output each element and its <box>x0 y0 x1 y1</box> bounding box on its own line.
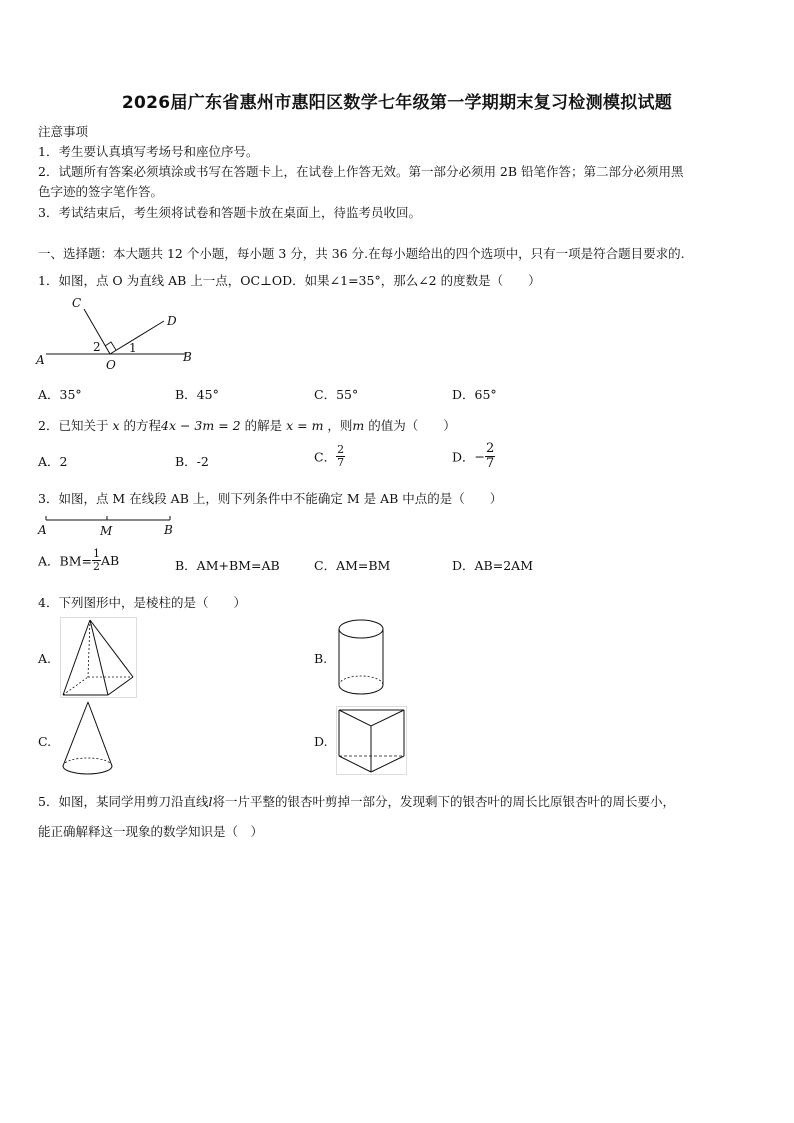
angle-1-label: 1 <box>129 341 137 355</box>
label-a: A <box>36 353 45 367</box>
question-1-text: 1．如图，点 O 为直线 AB 上一点，OC⊥OD．如果∠1=35°，那么∠2 的度数是（ ） <box>38 273 541 288</box>
q2-option-a: A．2 <box>38 454 68 469</box>
question-5-text-line2: 能正确解释这一现象的数学知识是（ ） <box>38 824 264 839</box>
label-o: O <box>106 358 116 372</box>
q4-option-a: A. <box>38 651 52 666</box>
q2-option-b: B．-2 <box>175 454 209 469</box>
q2-option-c: C． $\frac{2}{7}$ <box>314 443 345 469</box>
q4-option-d: D. <box>314 734 328 749</box>
notice-item: 色字迹的签字笔作答。 <box>38 184 164 199</box>
label-d: D <box>167 314 177 328</box>
q3-option-a: A．BM= $\frac{1}{2}$ AB <box>38 547 120 573</box>
q1-option-c: C．55° <box>314 387 359 402</box>
pyramid-figure <box>60 617 140 699</box>
question-2-text: 2．已知关于 x 的方程4x − 3m = 2 的解是 x = m ，则m 的值为（ ） <box>38 418 456 433</box>
q1-option-b: B．45° <box>175 387 219 402</box>
q3-option-c: C．AM=BM <box>314 558 391 573</box>
question-3-figure <box>38 512 178 538</box>
section-heading: 一、选择题：本大题共 12 个小题，每小题 3 分，共 36 分.在每小题给出的四个选项中，只有一项是符合题目要求的. <box>38 246 685 261</box>
q2-option-d: D．− $\frac{2}{7}$ <box>452 441 495 471</box>
cylinder-figure <box>333 617 389 699</box>
angle-2-label: 2 <box>93 340 101 354</box>
question-4-text: 4．下列图形中，是棱柱的是（ ） <box>38 595 246 610</box>
cone-figure <box>60 700 116 780</box>
q4-option-b: B. <box>314 651 328 666</box>
q1-option-a: A．35° <box>38 387 82 402</box>
q1-option-d: D．65° <box>452 387 497 402</box>
page-title: 2026届广东省惠州市惠阳区数学七年级第一学期期末复习检测模拟试题 <box>121 93 673 113</box>
question-5-text: 5．如图，某同学用剪刀沿直线l将一片平整的银杏叶剪掉一部分，发现剩下的银杏叶的周长比原银杏叶的周长要小， <box>38 794 675 809</box>
label-a: A <box>38 523 47 537</box>
label-b: B <box>164 523 173 537</box>
label-b: B <box>183 350 192 364</box>
label-c: C <box>72 296 82 310</box>
triangular-prism-figure <box>336 706 408 776</box>
label-m: M <box>100 524 113 538</box>
question-3-text: 3．如图，点 M 在线段 AB 上，则下列条件中不能确定 M 是 AB 中点的是（ ） <box>38 491 503 506</box>
notice-item: 2．试题所有答案必须填涂或书写在答题卡上，在试卷上作答无效。第一部分必须用 2B 铅笔作答；第二部分必须用黑 <box>38 164 684 179</box>
notice-heading: 注意事项 <box>38 124 89 139</box>
q4-option-c: C. <box>38 734 52 749</box>
notice-item: 3．考试结束后，考生须将试卷和答题卡放在桌面上，待监考员收回。 <box>38 205 421 220</box>
q3-option-b: B．AM+BM=AB <box>175 558 280 573</box>
notice-item: 1．考生要认真填写考场号和座位序号。 <box>38 144 259 159</box>
q3-option-d: D．AB=2AM <box>452 558 533 573</box>
question-1-figure <box>36 294 196 374</box>
